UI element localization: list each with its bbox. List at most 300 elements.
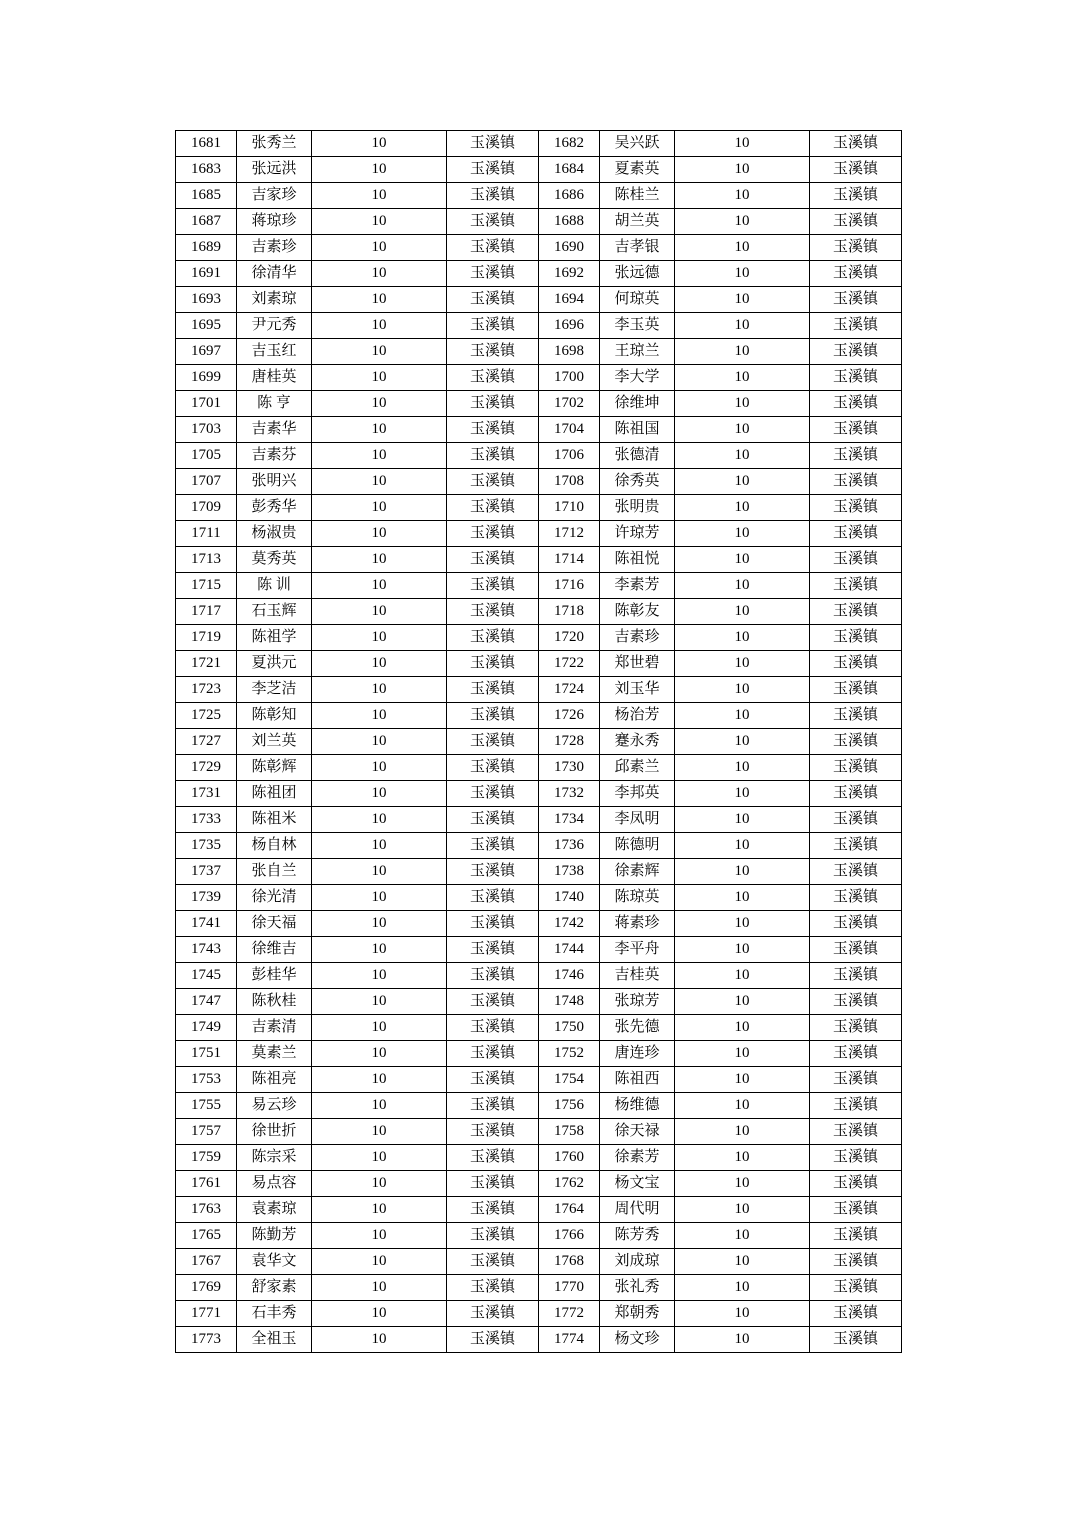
serial-cell: 1688 [539, 209, 600, 235]
serial-cell: 1715 [176, 573, 237, 599]
town-cell: 玉溪镇 [447, 521, 539, 547]
amount-cell: 10 [312, 1197, 447, 1223]
town-cell: 玉溪镇 [447, 547, 539, 573]
serial-cell: 1705 [176, 443, 237, 469]
table-row [176, 1197, 902, 1223]
table-row [176, 677, 902, 703]
serial-cell: 1712 [539, 521, 600, 547]
town-cell: 玉溪镇 [810, 677, 902, 703]
serial-cell: 1686 [539, 183, 600, 209]
name-cell: 吉素华 [237, 417, 312, 443]
name-cell: 李凤明 [600, 807, 675, 833]
name-cell: 徐维吉 [237, 937, 312, 963]
name-cell: 陈 训 [237, 573, 312, 599]
table-row [176, 209, 902, 235]
town-cell: 玉溪镇 [810, 1119, 902, 1145]
amount-cell: 10 [675, 313, 810, 339]
town-cell: 玉溪镇 [447, 911, 539, 937]
amount-cell: 10 [675, 495, 810, 521]
table-row [176, 157, 902, 183]
serial-cell: 1774 [539, 1327, 600, 1353]
town-cell: 玉溪镇 [447, 131, 539, 157]
serial-cell: 1713 [176, 547, 237, 573]
amount-cell: 10 [675, 1171, 810, 1197]
serial-cell: 1700 [539, 365, 600, 391]
town-cell: 玉溪镇 [447, 1067, 539, 1093]
name-cell: 张远洪 [237, 157, 312, 183]
serial-cell: 1766 [539, 1223, 600, 1249]
table-row [176, 183, 902, 209]
amount-cell: 10 [675, 807, 810, 833]
serial-cell: 1749 [176, 1015, 237, 1041]
amount-cell: 10 [312, 963, 447, 989]
serial-cell: 1740 [539, 885, 600, 911]
amount-cell: 10 [312, 313, 447, 339]
town-cell: 玉溪镇 [810, 573, 902, 599]
name-cell: 陈祖米 [237, 807, 312, 833]
town-cell: 玉溪镇 [447, 885, 539, 911]
serial-cell: 1711 [176, 521, 237, 547]
serial-cell: 1719 [176, 625, 237, 651]
town-cell: 玉溪镇 [447, 1041, 539, 1067]
serial-cell: 1743 [176, 937, 237, 963]
name-cell: 吉家珍 [237, 183, 312, 209]
serial-cell: 1703 [176, 417, 237, 443]
table-row [176, 963, 902, 989]
serial-cell: 1710 [539, 495, 600, 521]
serial-cell: 1706 [539, 443, 600, 469]
table-row [176, 287, 902, 313]
name-cell: 陈彰知 [237, 703, 312, 729]
town-cell: 玉溪镇 [810, 1171, 902, 1197]
amount-cell: 10 [312, 443, 447, 469]
amount-cell: 10 [312, 417, 447, 443]
name-cell: 许琼芳 [600, 521, 675, 547]
name-cell: 陈祖国 [600, 417, 675, 443]
town-cell: 玉溪镇 [447, 859, 539, 885]
serial-cell: 1741 [176, 911, 237, 937]
amount-cell: 10 [675, 339, 810, 365]
serial-cell: 1769 [176, 1275, 237, 1301]
serial-cell: 1704 [539, 417, 600, 443]
table-row [176, 1119, 902, 1145]
town-cell: 玉溪镇 [447, 1093, 539, 1119]
name-cell: 莫秀英 [237, 547, 312, 573]
serial-cell: 1727 [176, 729, 237, 755]
name-cell: 徐清华 [237, 261, 312, 287]
name-cell: 陈秋桂 [237, 989, 312, 1015]
amount-cell: 10 [675, 989, 810, 1015]
town-cell: 玉溪镇 [447, 677, 539, 703]
serial-cell: 1773 [176, 1327, 237, 1353]
name-cell: 彭桂华 [237, 963, 312, 989]
serial-cell: 1745 [176, 963, 237, 989]
table-body [176, 131, 902, 1353]
town-cell: 玉溪镇 [810, 1249, 902, 1275]
table-row [176, 755, 902, 781]
serial-cell: 1729 [176, 755, 237, 781]
serial-cell: 1750 [539, 1015, 600, 1041]
name-cell: 夏素英 [600, 157, 675, 183]
town-cell: 玉溪镇 [810, 703, 902, 729]
serial-cell: 1770 [539, 1275, 600, 1301]
amount-cell: 10 [675, 235, 810, 261]
serial-cell: 1747 [176, 989, 237, 1015]
serial-cell: 1736 [539, 833, 600, 859]
name-cell: 杨治芳 [600, 703, 675, 729]
name-cell: 陈宗采 [237, 1145, 312, 1171]
town-cell: 玉溪镇 [447, 209, 539, 235]
amount-cell: 10 [675, 1041, 810, 1067]
serial-cell: 1752 [539, 1041, 600, 1067]
amount-cell: 10 [312, 1171, 447, 1197]
amount-cell: 10 [312, 183, 447, 209]
table-row [176, 261, 902, 287]
serial-cell: 1687 [176, 209, 237, 235]
name-cell: 何琼英 [600, 287, 675, 313]
name-cell: 陈琼英 [600, 885, 675, 911]
amount-cell: 10 [312, 1301, 447, 1327]
town-cell: 玉溪镇 [810, 1067, 902, 1093]
amount-cell: 10 [312, 495, 447, 521]
town-cell: 玉溪镇 [447, 235, 539, 261]
name-cell: 吉素清 [237, 1015, 312, 1041]
name-cell: 邱素兰 [600, 755, 675, 781]
table-row [176, 1093, 902, 1119]
town-cell: 玉溪镇 [447, 755, 539, 781]
name-cell: 莫素兰 [237, 1041, 312, 1067]
amount-cell: 10 [675, 365, 810, 391]
amount-cell: 10 [675, 833, 810, 859]
town-cell: 玉溪镇 [810, 495, 902, 521]
table-row [176, 1327, 902, 1353]
town-cell: 玉溪镇 [810, 1145, 902, 1171]
name-cell: 吴兴跃 [600, 131, 675, 157]
amount-cell: 10 [675, 1119, 810, 1145]
beneficiary-table [175, 130, 902, 1353]
serial-cell: 1732 [539, 781, 600, 807]
table-row [176, 1171, 902, 1197]
serial-cell: 1739 [176, 885, 237, 911]
town-cell: 玉溪镇 [447, 1249, 539, 1275]
town-cell: 玉溪镇 [810, 417, 902, 443]
table-row [176, 625, 902, 651]
name-cell: 杨维德 [600, 1093, 675, 1119]
serial-cell: 1689 [176, 235, 237, 261]
town-cell: 玉溪镇 [810, 989, 902, 1015]
serial-cell: 1726 [539, 703, 600, 729]
amount-cell: 10 [675, 703, 810, 729]
serial-cell: 1709 [176, 495, 237, 521]
town-cell: 玉溪镇 [810, 781, 902, 807]
name-cell: 郑世碧 [600, 651, 675, 677]
town-cell: 玉溪镇 [447, 729, 539, 755]
amount-cell: 10 [312, 1275, 447, 1301]
name-cell: 易点容 [237, 1171, 312, 1197]
serial-cell: 1685 [176, 183, 237, 209]
name-cell: 吉桂英 [600, 963, 675, 989]
town-cell: 玉溪镇 [810, 755, 902, 781]
serial-cell: 1707 [176, 469, 237, 495]
amount-cell: 10 [675, 261, 810, 287]
town-cell: 玉溪镇 [447, 469, 539, 495]
serial-cell: 1742 [539, 911, 600, 937]
name-cell: 徐光清 [237, 885, 312, 911]
name-cell: 蒋素珍 [600, 911, 675, 937]
serial-cell: 1690 [539, 235, 600, 261]
table-row [176, 417, 902, 443]
town-cell: 玉溪镇 [447, 495, 539, 521]
amount-cell: 10 [675, 677, 810, 703]
table-row [176, 1145, 902, 1171]
amount-cell: 10 [312, 209, 447, 235]
name-cell: 张先德 [600, 1015, 675, 1041]
amount-cell: 10 [312, 235, 447, 261]
amount-cell: 10 [312, 365, 447, 391]
amount-cell: 10 [312, 1067, 447, 1093]
name-cell: 张明贵 [600, 495, 675, 521]
town-cell: 玉溪镇 [810, 1093, 902, 1119]
serial-cell: 1701 [176, 391, 237, 417]
amount-cell: 10 [312, 807, 447, 833]
table-row [176, 885, 902, 911]
table-row [176, 1015, 902, 1041]
serial-cell: 1772 [539, 1301, 600, 1327]
serial-cell: 1698 [539, 339, 600, 365]
amount-cell: 10 [675, 157, 810, 183]
amount-cell: 10 [312, 521, 447, 547]
town-cell: 玉溪镇 [447, 807, 539, 833]
amount-cell: 10 [675, 1301, 810, 1327]
town-cell: 玉溪镇 [810, 599, 902, 625]
table-row [176, 443, 902, 469]
town-cell: 玉溪镇 [447, 1223, 539, 1249]
serial-cell: 1753 [176, 1067, 237, 1093]
name-cell: 杨文宝 [600, 1171, 675, 1197]
table-row [176, 131, 902, 157]
name-cell: 徐素芳 [600, 1145, 675, 1171]
serial-cell: 1767 [176, 1249, 237, 1275]
amount-cell: 10 [312, 651, 447, 677]
serial-cell: 1746 [539, 963, 600, 989]
serial-cell: 1694 [539, 287, 600, 313]
serial-cell: 1771 [176, 1301, 237, 1327]
town-cell: 玉溪镇 [447, 391, 539, 417]
name-cell: 刘成琼 [600, 1249, 675, 1275]
serial-cell: 1691 [176, 261, 237, 287]
name-cell: 舒家素 [237, 1275, 312, 1301]
table-row [176, 833, 902, 859]
name-cell: 吉素芬 [237, 443, 312, 469]
town-cell: 玉溪镇 [810, 911, 902, 937]
name-cell: 易云珍 [237, 1093, 312, 1119]
table-row [176, 573, 902, 599]
serial-cell: 1744 [539, 937, 600, 963]
name-cell: 李芝洁 [237, 677, 312, 703]
name-cell: 唐连珍 [600, 1041, 675, 1067]
amount-cell: 10 [312, 1145, 447, 1171]
table-row [176, 495, 902, 521]
amount-cell: 10 [675, 131, 810, 157]
table-row [176, 391, 902, 417]
town-cell: 玉溪镇 [810, 183, 902, 209]
name-cell: 蒋琼珍 [237, 209, 312, 235]
amount-cell: 10 [312, 625, 447, 651]
table-row [176, 339, 902, 365]
serial-cell: 1724 [539, 677, 600, 703]
amount-cell: 10 [312, 1015, 447, 1041]
amount-cell: 10 [312, 131, 447, 157]
town-cell: 玉溪镇 [810, 859, 902, 885]
town-cell: 玉溪镇 [447, 417, 539, 443]
name-cell: 全祖玉 [237, 1327, 312, 1353]
name-cell: 陈芳秀 [600, 1223, 675, 1249]
amount-cell: 10 [312, 833, 447, 859]
name-cell: 李大学 [600, 365, 675, 391]
serial-cell: 1714 [539, 547, 600, 573]
amount-cell: 10 [675, 1145, 810, 1171]
town-cell: 玉溪镇 [447, 1197, 539, 1223]
amount-cell: 10 [312, 781, 447, 807]
serial-cell: 1730 [539, 755, 600, 781]
name-cell: 徐天禄 [600, 1119, 675, 1145]
town-cell: 玉溪镇 [810, 1275, 902, 1301]
name-cell: 尹元秀 [237, 313, 312, 339]
table-row [176, 1067, 902, 1093]
table-row [176, 859, 902, 885]
table-row [176, 989, 902, 1015]
amount-cell: 10 [312, 859, 447, 885]
name-cell: 张明兴 [237, 469, 312, 495]
amount-cell: 10 [675, 963, 810, 989]
amount-cell: 10 [312, 1041, 447, 1067]
amount-cell: 10 [312, 1249, 447, 1275]
town-cell: 玉溪镇 [447, 781, 539, 807]
town-cell: 玉溪镇 [810, 625, 902, 651]
town-cell: 玉溪镇 [447, 1171, 539, 1197]
town-cell: 玉溪镇 [447, 1119, 539, 1145]
town-cell: 玉溪镇 [810, 339, 902, 365]
town-cell: 玉溪镇 [810, 443, 902, 469]
serial-cell: 1754 [539, 1067, 600, 1093]
town-cell: 玉溪镇 [447, 157, 539, 183]
name-cell: 石丰秀 [237, 1301, 312, 1327]
serial-cell: 1759 [176, 1145, 237, 1171]
name-cell: 陈祖亮 [237, 1067, 312, 1093]
town-cell: 玉溪镇 [810, 651, 902, 677]
amount-cell: 10 [675, 287, 810, 313]
name-cell: 李邦英 [600, 781, 675, 807]
name-cell: 李素芳 [600, 573, 675, 599]
amount-cell: 10 [312, 1327, 447, 1353]
town-cell: 玉溪镇 [447, 833, 539, 859]
town-cell: 玉溪镇 [447, 1275, 539, 1301]
town-cell: 玉溪镇 [447, 183, 539, 209]
amount-cell: 10 [312, 1223, 447, 1249]
amount-cell: 10 [312, 287, 447, 313]
town-cell: 玉溪镇 [447, 365, 539, 391]
name-cell: 周代明 [600, 1197, 675, 1223]
town-cell: 玉溪镇 [447, 261, 539, 287]
name-cell: 李玉英 [600, 313, 675, 339]
amount-cell: 10 [312, 911, 447, 937]
amount-cell: 10 [312, 573, 447, 599]
serial-cell: 1720 [539, 625, 600, 651]
amount-cell: 10 [675, 1093, 810, 1119]
amount-cell: 10 [675, 183, 810, 209]
serial-cell: 1725 [176, 703, 237, 729]
amount-cell: 10 [312, 1119, 447, 1145]
name-cell: 袁华文 [237, 1249, 312, 1275]
town-cell: 玉溪镇 [810, 391, 902, 417]
amount-cell: 10 [312, 989, 447, 1015]
name-cell: 张远德 [600, 261, 675, 287]
amount-cell: 10 [675, 1327, 810, 1353]
town-cell: 玉溪镇 [810, 521, 902, 547]
amount-cell: 10 [312, 937, 447, 963]
name-cell: 唐桂英 [237, 365, 312, 391]
town-cell: 玉溪镇 [447, 625, 539, 651]
name-cell: 石玉辉 [237, 599, 312, 625]
table-row [176, 1249, 902, 1275]
serial-cell: 1728 [539, 729, 600, 755]
amount-cell: 10 [312, 677, 447, 703]
town-cell: 玉溪镇 [810, 261, 902, 287]
table-row [176, 911, 902, 937]
town-cell: 玉溪镇 [810, 885, 902, 911]
amount-cell: 10 [675, 1223, 810, 1249]
town-cell: 玉溪镇 [810, 235, 902, 261]
serial-cell: 1721 [176, 651, 237, 677]
table-row [176, 365, 902, 391]
name-cell: 郑朝秀 [600, 1301, 675, 1327]
amount-cell: 10 [675, 391, 810, 417]
name-cell: 李平舟 [600, 937, 675, 963]
amount-cell: 10 [675, 547, 810, 573]
town-cell: 玉溪镇 [810, 365, 902, 391]
serial-cell: 1758 [539, 1119, 600, 1145]
serial-cell: 1763 [176, 1197, 237, 1223]
serial-cell: 1761 [176, 1171, 237, 1197]
amount-cell: 10 [675, 651, 810, 677]
table-row [176, 1301, 902, 1327]
amount-cell: 10 [312, 599, 447, 625]
name-cell: 陈勤芳 [237, 1223, 312, 1249]
name-cell: 胡兰英 [600, 209, 675, 235]
serial-cell: 1765 [176, 1223, 237, 1249]
serial-cell: 1699 [176, 365, 237, 391]
town-cell: 玉溪镇 [810, 1327, 902, 1353]
name-cell: 徐维坤 [600, 391, 675, 417]
name-cell: 陈祖团 [237, 781, 312, 807]
serial-cell: 1681 [176, 131, 237, 157]
amount-cell: 10 [675, 417, 810, 443]
amount-cell: 10 [312, 339, 447, 365]
amount-cell: 10 [675, 781, 810, 807]
name-cell: 张秀兰 [237, 131, 312, 157]
amount-cell: 10 [312, 729, 447, 755]
name-cell: 张琼芳 [600, 989, 675, 1015]
town-cell: 玉溪镇 [447, 989, 539, 1015]
serial-cell: 1722 [539, 651, 600, 677]
town-cell: 玉溪镇 [810, 287, 902, 313]
town-cell: 玉溪镇 [810, 313, 902, 339]
serial-cell: 1697 [176, 339, 237, 365]
serial-cell: 1748 [539, 989, 600, 1015]
amount-cell: 10 [312, 391, 447, 417]
name-cell: 张自兰 [237, 859, 312, 885]
amount-cell: 10 [312, 703, 447, 729]
